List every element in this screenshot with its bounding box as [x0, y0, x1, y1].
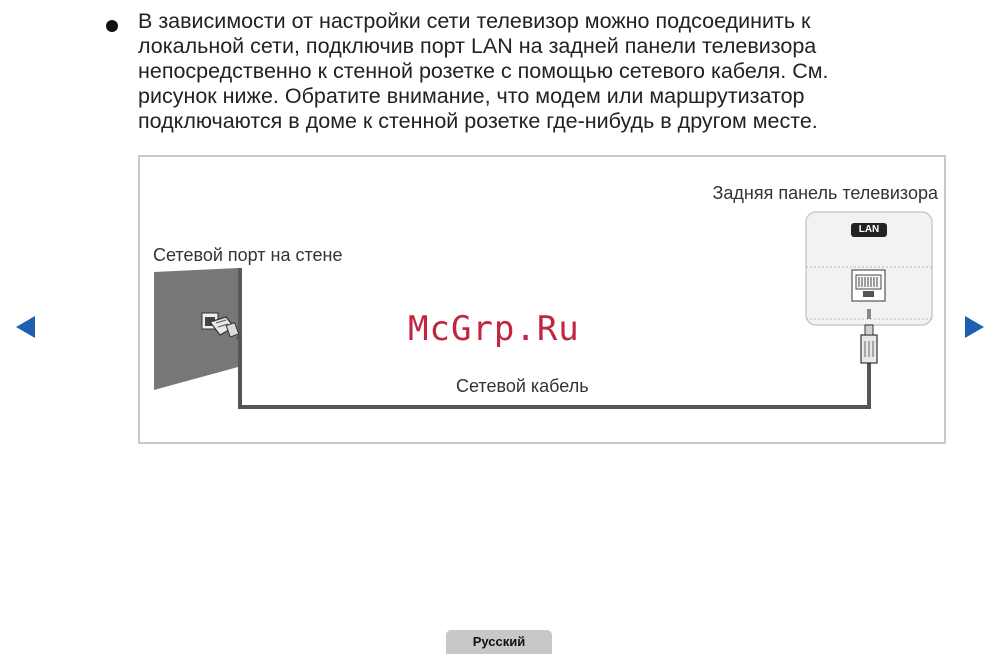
tv-plug-icon — [861, 325, 877, 363]
triangle-right-icon[interactable] — [965, 316, 984, 338]
lan-port-icon — [852, 270, 885, 301]
triangle-left-icon[interactable] — [16, 316, 35, 338]
paragraph-line: локальной сети, подключив порт LAN на задней панели телевизора — [138, 34, 817, 58]
language-tab[interactable]: Русский — [446, 630, 552, 654]
paragraph — [138, 9, 968, 134]
cable-label: Сетевой кабель — [456, 376, 589, 396]
wall-port-label: Сетевой порт на стене — [153, 245, 343, 265]
watermark: McGrp.Ru — [408, 309, 580, 349]
paragraph-line: непосредственно к стенной розетке с помощью сетевого кабеля. См. — [138, 59, 829, 83]
connection-diagram — [138, 155, 946, 444]
tv-back-label: Задняя панель телевизора — [712, 183, 938, 203]
paragraph-line: рисунок ниже. Обратите внимание, что модем или маршрутизатор — [138, 84, 805, 108]
bullet-icon — [106, 20, 118, 32]
lan-badge-label: LAN — [858, 224, 880, 235]
paragraph-line: подключаются в доме к стенной розетке где-нибудь в другом месте. — [138, 109, 818, 133]
paragraph-line: В зависимости от настройки сети телевизор можно подсоединить к — [138, 9, 811, 33]
